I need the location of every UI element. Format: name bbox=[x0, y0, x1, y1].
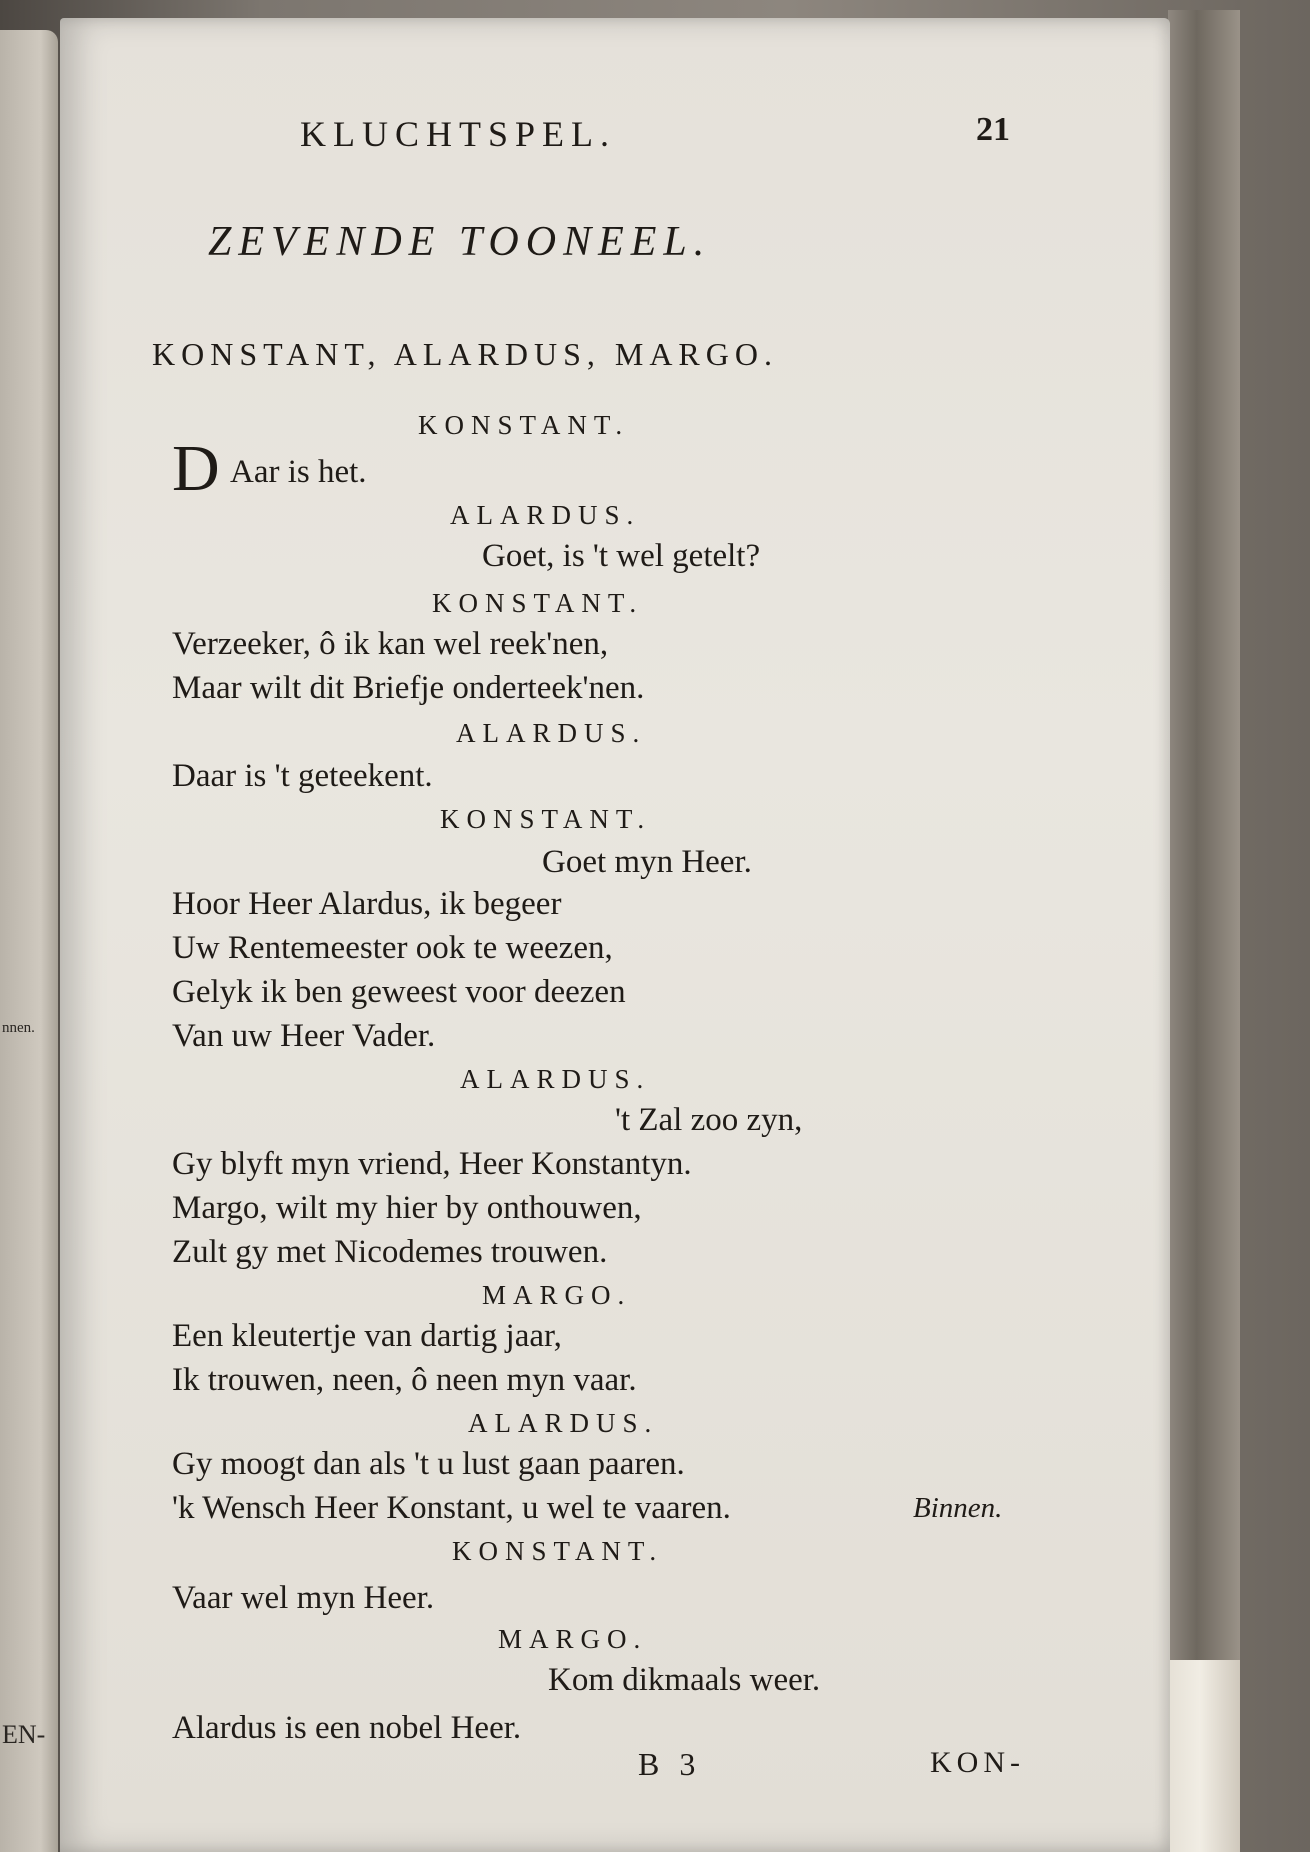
verse-line: Alardus is een nobel Heer. bbox=[172, 1710, 522, 1746]
speaker-name: MARGO. bbox=[482, 1280, 632, 1310]
speaker-name: ALARDUS. bbox=[450, 500, 641, 530]
book-spine bbox=[1168, 10, 1240, 1852]
verse-line: Kom dikmaals weer. bbox=[548, 1662, 821, 1698]
verse-line: Hoor Heer Alardus, ik begeer bbox=[172, 886, 562, 922]
stage-direction: Binnen. bbox=[913, 1492, 1003, 1524]
page-edge bbox=[1160, 1660, 1240, 1852]
verse-line: Margo, wilt my hier by onthouwen, bbox=[172, 1190, 642, 1226]
running-head-title: KLUCHTSPEL. bbox=[300, 114, 617, 154]
speaker-name: KONSTANT. bbox=[418, 410, 630, 440]
speaker-name: ALARDUS. bbox=[468, 1408, 659, 1438]
signature-mark: B 3 bbox=[638, 1746, 702, 1782]
verse-line: Een kleutertje van dartig jaar, bbox=[172, 1318, 562, 1354]
verse-line: Uw Rentemeester ook te weezen, bbox=[172, 930, 613, 966]
scene-characters: KONSTANT, ALARDUS, MARGO. bbox=[152, 336, 778, 372]
verse-line: Goet, is 't wel getelt? bbox=[482, 538, 761, 574]
catchword: KON- bbox=[930, 1746, 1025, 1779]
verse-line: Zult gy met Nicodemes trouwen. bbox=[172, 1234, 608, 1270]
speaker-name: KONSTANT. bbox=[440, 804, 652, 834]
speaker-name: MARGO. bbox=[498, 1624, 648, 1654]
scene-heading: ZEVENDE TOONEEL. bbox=[208, 219, 712, 265]
verse-line: Gelyk ik ben geweest voor deezen bbox=[172, 974, 626, 1010]
drop-cap: D bbox=[172, 432, 220, 505]
speaker-name: KONSTANT. bbox=[452, 1536, 664, 1566]
verse-line: Verzeeker, ô ik kan wel reek'nen, bbox=[172, 626, 609, 662]
left-page-fragment-upper: nnen. bbox=[2, 1020, 35, 1036]
verse-line: 't Zal zoo zyn, bbox=[615, 1102, 803, 1138]
page-number: 21 bbox=[976, 111, 1010, 148]
speaker-name: ALARDUS. bbox=[456, 718, 647, 748]
verse-line: Maar wilt dit Briefje onderteek'nen. bbox=[172, 670, 645, 706]
verse-line: 'k Wensch Heer Konstant, u wel te vaaren. bbox=[172, 1490, 731, 1526]
book-page bbox=[60, 18, 1170, 1852]
left-page-fragment-lower: EN- bbox=[2, 1720, 46, 1749]
verse-line: Aar is het. bbox=[230, 454, 367, 490]
verse-line: Goet myn Heer. bbox=[542, 844, 752, 880]
facing-left-page bbox=[0, 30, 58, 1852]
verse-line: Daar is 't geteekent. bbox=[172, 758, 433, 794]
verse-line: Ik trouwen, neen, ô neen myn vaar. bbox=[172, 1362, 637, 1398]
verse-line: Van uw Heer Vader. bbox=[172, 1018, 436, 1054]
verse-line: Vaar wel myn Heer. bbox=[172, 1580, 435, 1616]
speaker-name: ALARDUS. bbox=[460, 1064, 651, 1094]
speaker-name: KONSTANT. bbox=[432, 588, 644, 618]
verse-line: Gy moogt dan als 't u lust gaan paaren. bbox=[172, 1446, 685, 1482]
verse-line: Gy blyft myn vriend, Heer Konstantyn. bbox=[172, 1146, 692, 1182]
